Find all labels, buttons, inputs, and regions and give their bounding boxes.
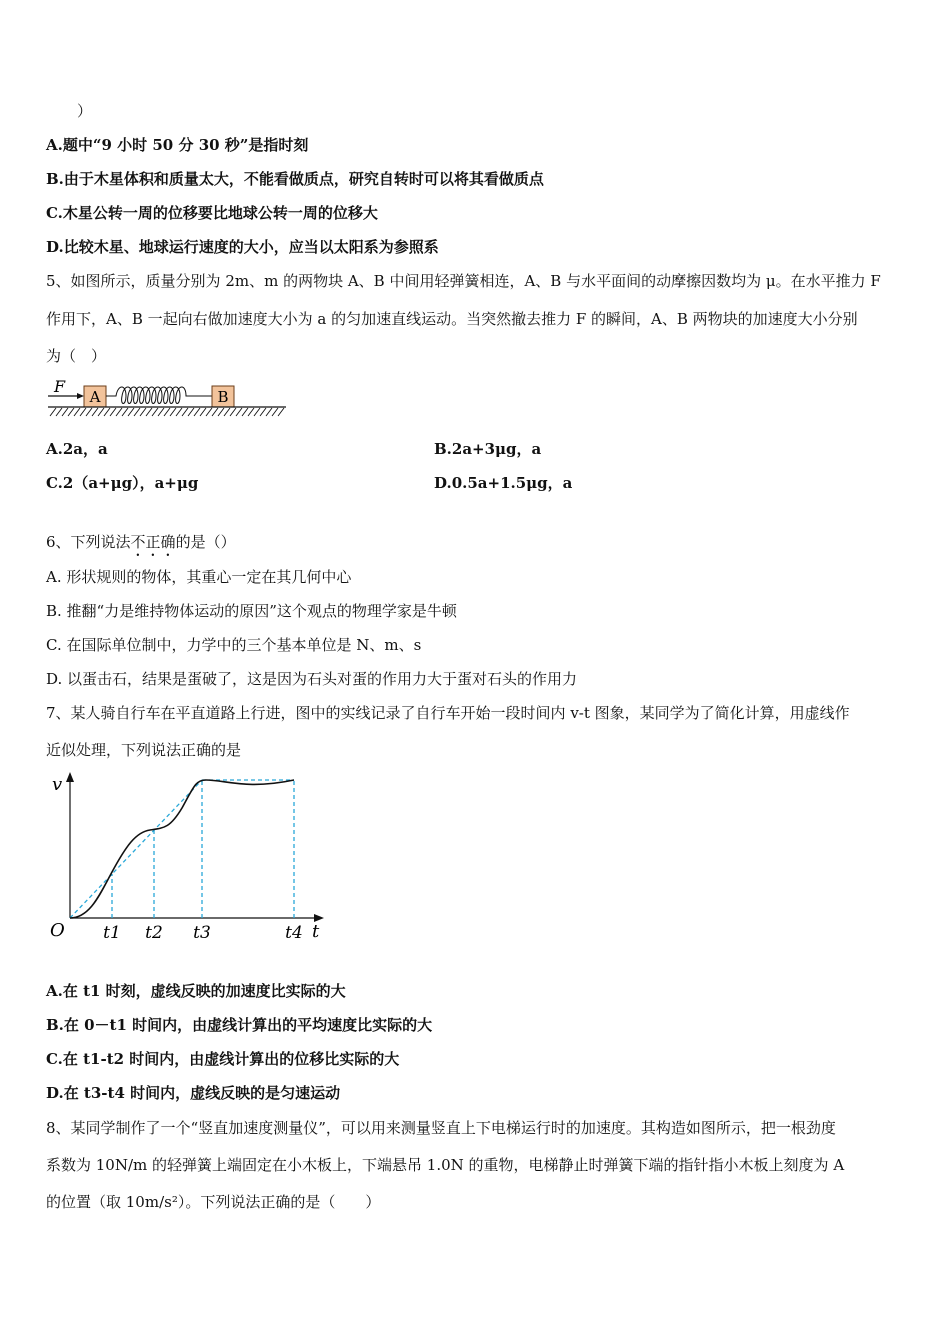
dashed-slope [70,780,202,918]
q8-stem-line-2: 系数为 10N/m 的轻弹簧上端固定在小木板上，下端悬吊 1.0N 的重物，电梯静止时弹簧下端的指针指小木板上刻度为 A [46,1156,845,1174]
q6-stem-emphasis: 不正确 [130,533,176,551]
origin-label: O [50,920,65,941]
q6-option-b: B. 推翻“力是维持物体运动的原因”这个观点的物理学家是牛顿 [46,602,457,620]
q7-stem-line-2: 近似处理，下列说法正确的是 [46,741,242,759]
block-a-label: A [89,388,101,406]
q6-stem-pre: 6、下列说法 [46,533,131,551]
q6-stem [46,532,236,560]
q6-option-d: D. 以蛋击石，结果是蛋破了，这是因为石头对蛋的作用力大于蛋对石头的作用力 [46,670,578,688]
tick-t1: t1 [103,923,121,943]
spring [106,387,212,404]
t-axis-label: t [312,921,320,942]
q7-option-b: B.在 0－t1 时间内，由虚线计算出的平均速度比实际的大 [46,1016,433,1034]
block-b-label: B [217,388,229,406]
q5-option-b: B.2a+3μg，a [434,440,542,458]
q5-option-d: D.0.5a+1.5μg，a [434,474,573,492]
q5-option-c: C.2（a+μg），a+μg [46,474,199,492]
force-arrowhead [77,393,84,399]
q6-stem-post: 的是（） [175,533,236,551]
tick-t2: t2 [145,923,163,943]
q6-option-a: A. 形状规则的物体，其重心一定在其几何中心 [46,568,352,586]
q8-stem-line-1: 8、某同学制作了一个“竖直加速度测量仪”，可以用来测量竖直上下电梯运行时的加速度。其构造如图所示，把一根劲度 [46,1119,836,1137]
q7-option-d: D.在 t3-t4 时间内，虚线反映的是匀速运动 [46,1084,341,1102]
tick-t4: t4 [285,923,303,943]
q4-paren-close: ） [77,102,93,120]
q7-stem-line-1: 7、某人骑自行车在平直道路上行进，图中的实线记录了自行车开始一段时间内 v-t 图象，某同学为了简化计算，用虚线作 [46,704,850,722]
q6-option-c: C. 在国际单位制中，力学中的三个基本单位是 N、m、s [46,636,422,654]
force-label: F [54,377,66,396]
q4-option-a: A.题中“9 小时 50 分 30 秒”是指时刻 [46,136,309,154]
q5-spring-figure [46,376,288,422]
q7-option-a: A.在 t1 时刻，虚线反映的加速度比实际的大 [46,982,346,1000]
q4-option-b: B.由于木星体积和质量太大，不能看做质点，研究自转时可以将其看做质点 [46,170,544,188]
q5-option-a: A.2a，a [46,440,108,458]
ground-hatch [50,408,284,416]
q5-stem-line-2: 作用下，A、B 一起向右做加速度大小为 a 的匀加速直线运动。当突然撤去推力 F 的瞬间，A、B 两物块的加速度大小分别 [46,310,858,328]
q8-stem-line-3: 的位置（取 10m/s²）。下列说法正确的是（ ） [46,1193,381,1211]
q4-option-d: D.比较木星、地球运行速度的大小，应当以太阳系为参照系 [46,238,439,256]
q5-stem-line-3: 为（ ） [46,347,107,365]
v-axis-label: v [52,774,63,795]
tick-t3: t3 [193,923,211,943]
v-axis-arrowhead [66,772,74,782]
q7-vt-graph [46,768,336,948]
q7-option-c: C.在 t1-t2 时间内，由虚线计算出的位移比实际的大 [46,1050,400,1068]
q5-stem-line-1: 5、如图所示，质量分别为 2m、m 的两物块 A、B 中间用轻弹簧相连，A、B 与水平面间的动摩擦因数均为 μ。在水平推力 F [46,272,881,290]
q4-option-c: C.木星公转一周的位移要比地球公转一周的位移大 [46,204,378,222]
dashed-approximation [70,780,294,918]
